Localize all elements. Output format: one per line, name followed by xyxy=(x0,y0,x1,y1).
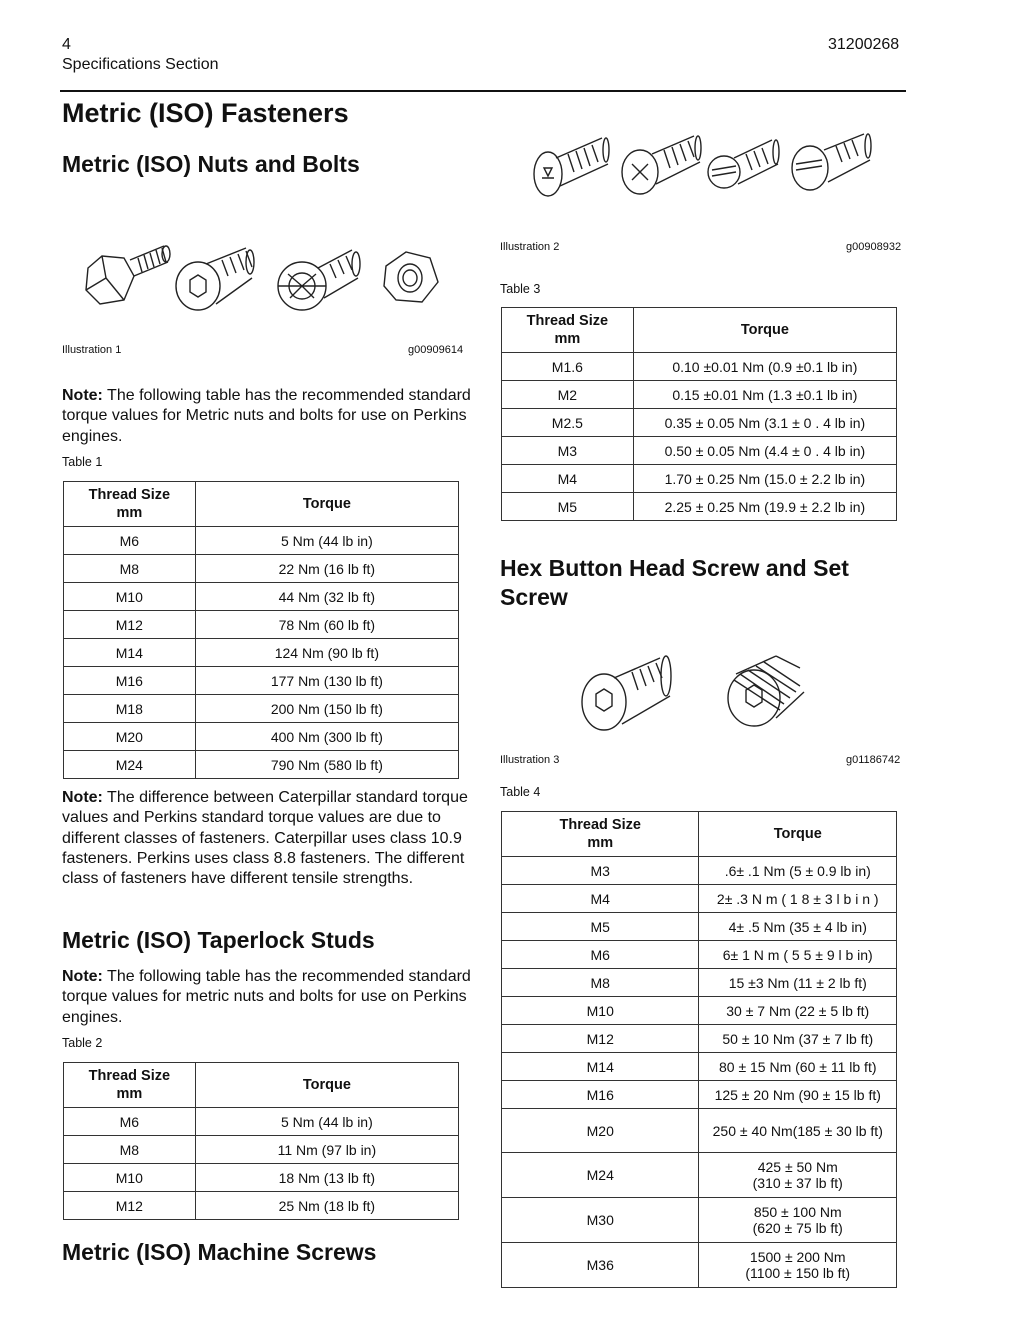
thread-size-cell: M1.6 xyxy=(502,353,634,381)
torque-line: (1100 ± 150 lb ft) xyxy=(745,1265,851,1281)
thread-size-cell: M12 xyxy=(64,611,196,639)
torque-cell: 5 Nm (44 lb in) xyxy=(195,527,458,555)
table-row xyxy=(502,465,897,493)
table-row xyxy=(502,1198,897,1243)
torque-cell: 44 Nm (32 lb ft) xyxy=(195,583,458,611)
table-row xyxy=(502,381,897,409)
section-heading-hex-button: Hex Button Head Screw and Set Screw xyxy=(500,555,849,610)
table-row xyxy=(502,913,897,941)
thread-size-cell: M24 xyxy=(502,1153,699,1198)
thread-size-cell: M16 xyxy=(64,667,196,695)
illustration-2-label: Illustration 2 xyxy=(500,241,560,253)
slotted-round-screw-drawing xyxy=(708,140,779,188)
torque-header: Torque xyxy=(633,308,896,353)
table-3-label: Table 3 xyxy=(500,282,541,296)
thread-size-cell: M30 xyxy=(502,1198,699,1243)
table-row xyxy=(64,583,459,611)
section-heading-nuts-bolts: Metric (ISO) Nuts and Bolts xyxy=(62,151,360,177)
torque-cell: 125 ± 20 Nm (90 ± 15 lb ft) xyxy=(699,1081,897,1109)
table-4-label: Table 4 xyxy=(500,785,541,799)
table-row xyxy=(64,667,459,695)
torque-cell: 200 Nm (150 lb ft) xyxy=(195,695,458,723)
thread-size-cell: M14 xyxy=(502,1053,699,1081)
table-row xyxy=(64,1108,459,1136)
table-row xyxy=(502,437,897,465)
torque-header: Torque xyxy=(699,812,897,857)
table-row xyxy=(502,1053,897,1081)
illustration-2-image xyxy=(528,124,878,204)
table-row xyxy=(502,941,897,969)
twelve-point-bolt-drawing xyxy=(278,250,360,310)
table-row xyxy=(502,885,897,913)
socket-cap-drawing xyxy=(176,248,254,310)
table-row xyxy=(502,997,897,1025)
torque-cell xyxy=(699,1198,897,1243)
thread-size-cell: M36 xyxy=(502,1243,699,1288)
table-row xyxy=(502,969,897,997)
torque-cell: 124 Nm (90 lb ft) xyxy=(195,639,458,667)
thread-size-cell: M18 xyxy=(64,695,196,723)
table-row xyxy=(502,493,897,521)
table-row xyxy=(502,1109,897,1153)
illustration-1-code: g00909614 xyxy=(408,344,464,356)
table-row xyxy=(502,353,897,381)
table-row xyxy=(64,1136,459,1164)
thread-size-cell: M6 xyxy=(64,1108,196,1136)
torque-cell: 0.35 ± 0.05 Nm (3.1 ± 0 . 4 lb in) xyxy=(633,409,896,437)
note-1-text: The following table has the recommended standard torque values for Metric nuts and bolts for use on Perkins engines. xyxy=(62,387,471,445)
table-row xyxy=(64,1164,459,1192)
torque-line: 1500 ± 200 Nm xyxy=(749,1249,846,1265)
thread-size-cell: M12 xyxy=(502,1025,699,1053)
thread-size-cell: M14 xyxy=(64,639,196,667)
section-label: Specifications Section xyxy=(62,56,219,73)
torque-cell: 400 Nm (300 lb ft) xyxy=(195,723,458,751)
table-row xyxy=(502,409,897,437)
illustration-1-label: Illustration 1 xyxy=(62,344,122,356)
torque-cell: 4± .5 Nm (35 ± 4 lb in) xyxy=(699,913,897,941)
table-4-header-row xyxy=(502,812,897,857)
note-3-label: Note: xyxy=(62,968,103,985)
hex-bolt-drawing xyxy=(86,246,170,304)
torque-cell: 80 ± 15 Nm (60 ± 11 lb ft) xyxy=(699,1053,897,1081)
torque-cell: 790 Nm (580 lb ft) xyxy=(195,751,458,779)
page-number: 4 xyxy=(62,36,71,53)
thread-size-cell: M5 xyxy=(502,493,634,521)
phillips-flat-screw-drawing xyxy=(622,136,701,194)
torque-line: 850 ± 100 Nm xyxy=(753,1204,842,1220)
table-row xyxy=(502,1153,897,1198)
note-3-text: The following table has the recommended standard torque values for metric nuts and bolts for use on Perkins engines. xyxy=(62,968,471,1026)
thread-size-cell: M16 xyxy=(502,1081,699,1109)
thread-size-cell: M20 xyxy=(502,1109,699,1153)
table-row xyxy=(502,1025,897,1053)
torque-line: 425 ± 50 Nm xyxy=(757,1159,838,1175)
table-row xyxy=(64,611,459,639)
hex-button-head-screw-drawing xyxy=(582,656,671,730)
torque-cell: 177 Nm (130 lb ft) xyxy=(195,667,458,695)
torque-cell: 5 Nm (44 lb in) xyxy=(195,1108,458,1136)
illustration-3-image xyxy=(576,644,816,740)
thread-size-cell: M20 xyxy=(64,723,196,751)
table-1-header-row xyxy=(64,482,459,527)
thread-size-cell: M10 xyxy=(64,1164,196,1192)
torque-cell xyxy=(699,1243,897,1288)
torx-pan-screw-drawing xyxy=(534,138,609,196)
thread-size-cell: M6 xyxy=(64,527,196,555)
table-3 xyxy=(501,307,897,521)
torque-cell: 2± .3 N m ( 1 8 ± 3 l b i n ) xyxy=(699,885,897,913)
torque-cell: 30 ± 7 Nm (22 ± 5 lb ft) xyxy=(699,997,897,1025)
torque-cell: .6± .1 Nm (5 ± 0.9 lb in) xyxy=(699,857,897,885)
section-heading-machine-screws: Metric (ISO) Machine Screws xyxy=(62,1239,377,1265)
thread-size-cell: M8 xyxy=(64,1136,196,1164)
torque-cell: 6± 1 N m ( 5 5 ± 9 l b in) xyxy=(699,941,897,969)
thread-size-cell: M6 xyxy=(502,941,699,969)
torque-cell: 250 ± 40 Nm(185 ± 30 lb ft) xyxy=(699,1109,897,1153)
note-1 xyxy=(62,386,472,447)
torque-cell: 0.15 ±0.01 Nm (1.3 ±0.1 lb in) xyxy=(633,381,896,409)
table-4 xyxy=(501,811,897,1288)
table-row xyxy=(64,723,459,751)
table-row xyxy=(64,555,459,583)
thread-size-cell: M8 xyxy=(502,969,699,997)
torque-cell: 18 Nm (13 lb ft) xyxy=(195,1164,458,1192)
thread-size-cell: M12 xyxy=(64,1192,196,1220)
illustration-2-code: g00908932 xyxy=(846,241,902,253)
note-2 xyxy=(62,788,472,889)
illustration-1-image xyxy=(80,238,450,318)
illustration-3-label: Illustration 3 xyxy=(500,754,560,766)
thread-size-cell: M4 xyxy=(502,885,699,913)
torque-header: Torque xyxy=(195,482,458,527)
hex-nut-drawing xyxy=(384,252,438,302)
thread-size-header: Thread Size mm xyxy=(502,812,699,857)
note-2-text: The difference between Caterpillar standard torque values and Perkins standard torque values are due to different classes of fasteners. Caterpillar uses class 10.9 fasteners. Perkins uses class 8.8 fasteners. The different class of fasteners have different tensile strengths. xyxy=(62,789,468,888)
table-2 xyxy=(63,1062,459,1220)
thread-size-cell: M8 xyxy=(64,555,196,583)
torque-line: (620 ± 75 lb ft) xyxy=(752,1220,843,1236)
header-rule xyxy=(60,90,906,92)
table-3-header-row xyxy=(502,308,897,353)
thread-size-cell: M5 xyxy=(502,913,699,941)
torque-cell: 2.25 ± 0.25 Nm (19.9 ± 2.2 lb in) xyxy=(633,493,896,521)
table-row xyxy=(64,1192,459,1220)
table-row xyxy=(64,695,459,723)
torque-cell xyxy=(699,1153,897,1198)
note-1-label: Note: xyxy=(62,387,103,404)
note-2-label: Note: xyxy=(62,789,103,806)
table-row xyxy=(502,1081,897,1109)
table-1 xyxy=(63,481,459,779)
torque-cell: 1.70 ± 0.25 Nm (15.0 ± 2.2 lb in) xyxy=(633,465,896,493)
torque-cell: 0.10 ±0.01 Nm (0.9 ±0.1 lb in) xyxy=(633,353,896,381)
thread-size-cell: M2.5 xyxy=(502,409,634,437)
section-heading-taperlock: Metric (ISO) Taperlock Studs xyxy=(62,927,375,953)
doc-number: 31200268 xyxy=(828,36,900,53)
table-2-label: Table 2 xyxy=(62,1036,103,1050)
thread-size-cell: M24 xyxy=(64,751,196,779)
thread-size-cell: M3 xyxy=(502,857,699,885)
set-screw-drawing xyxy=(728,656,804,726)
slotted-fillister-screw-drawing xyxy=(792,134,871,190)
torque-cell: 22 Nm (16 lb ft) xyxy=(195,555,458,583)
thread-size-cell: M4 xyxy=(502,465,634,493)
thread-size-header: Thread Size mm xyxy=(64,1063,196,1108)
illustration-3-code: g01186742 xyxy=(846,754,901,766)
thread-size-cell: M10 xyxy=(64,583,196,611)
table-2-header-row xyxy=(64,1063,459,1108)
thread-size-cell: M2 xyxy=(502,381,634,409)
page-title: Metric (ISO) Fasteners xyxy=(62,98,349,128)
table-row xyxy=(502,857,897,885)
table-row xyxy=(64,639,459,667)
thread-size-header: Thread Size mm xyxy=(64,482,196,527)
torque-cell: 78 Nm (60 lb ft) xyxy=(195,611,458,639)
torque-cell: 11 Nm (97 lb in) xyxy=(195,1136,458,1164)
torque-header: Torque xyxy=(195,1063,458,1108)
table-row xyxy=(64,527,459,555)
note-3 xyxy=(62,967,472,1028)
thread-size-cell: M10 xyxy=(502,997,699,1025)
torque-cell: 0.50 ± 0.05 Nm (4.4 ± 0 . 4 lb in) xyxy=(633,437,896,465)
table-row xyxy=(502,1243,897,1288)
table-1-label: Table 1 xyxy=(62,455,103,469)
torque-cell: 50 ± 10 Nm (37 ± 7 lb ft) xyxy=(699,1025,897,1053)
table-row xyxy=(64,751,459,779)
torque-cell: 25 Nm (18 lb ft) xyxy=(195,1192,458,1220)
thread-size-header: Thread Size mm xyxy=(502,308,634,353)
torque-cell: 15 ±3 Nm (11 ± 2 lb ft) xyxy=(699,969,897,997)
thread-size-cell: M3 xyxy=(502,437,634,465)
torque-line: (310 ± 37 lb ft) xyxy=(752,1175,843,1191)
